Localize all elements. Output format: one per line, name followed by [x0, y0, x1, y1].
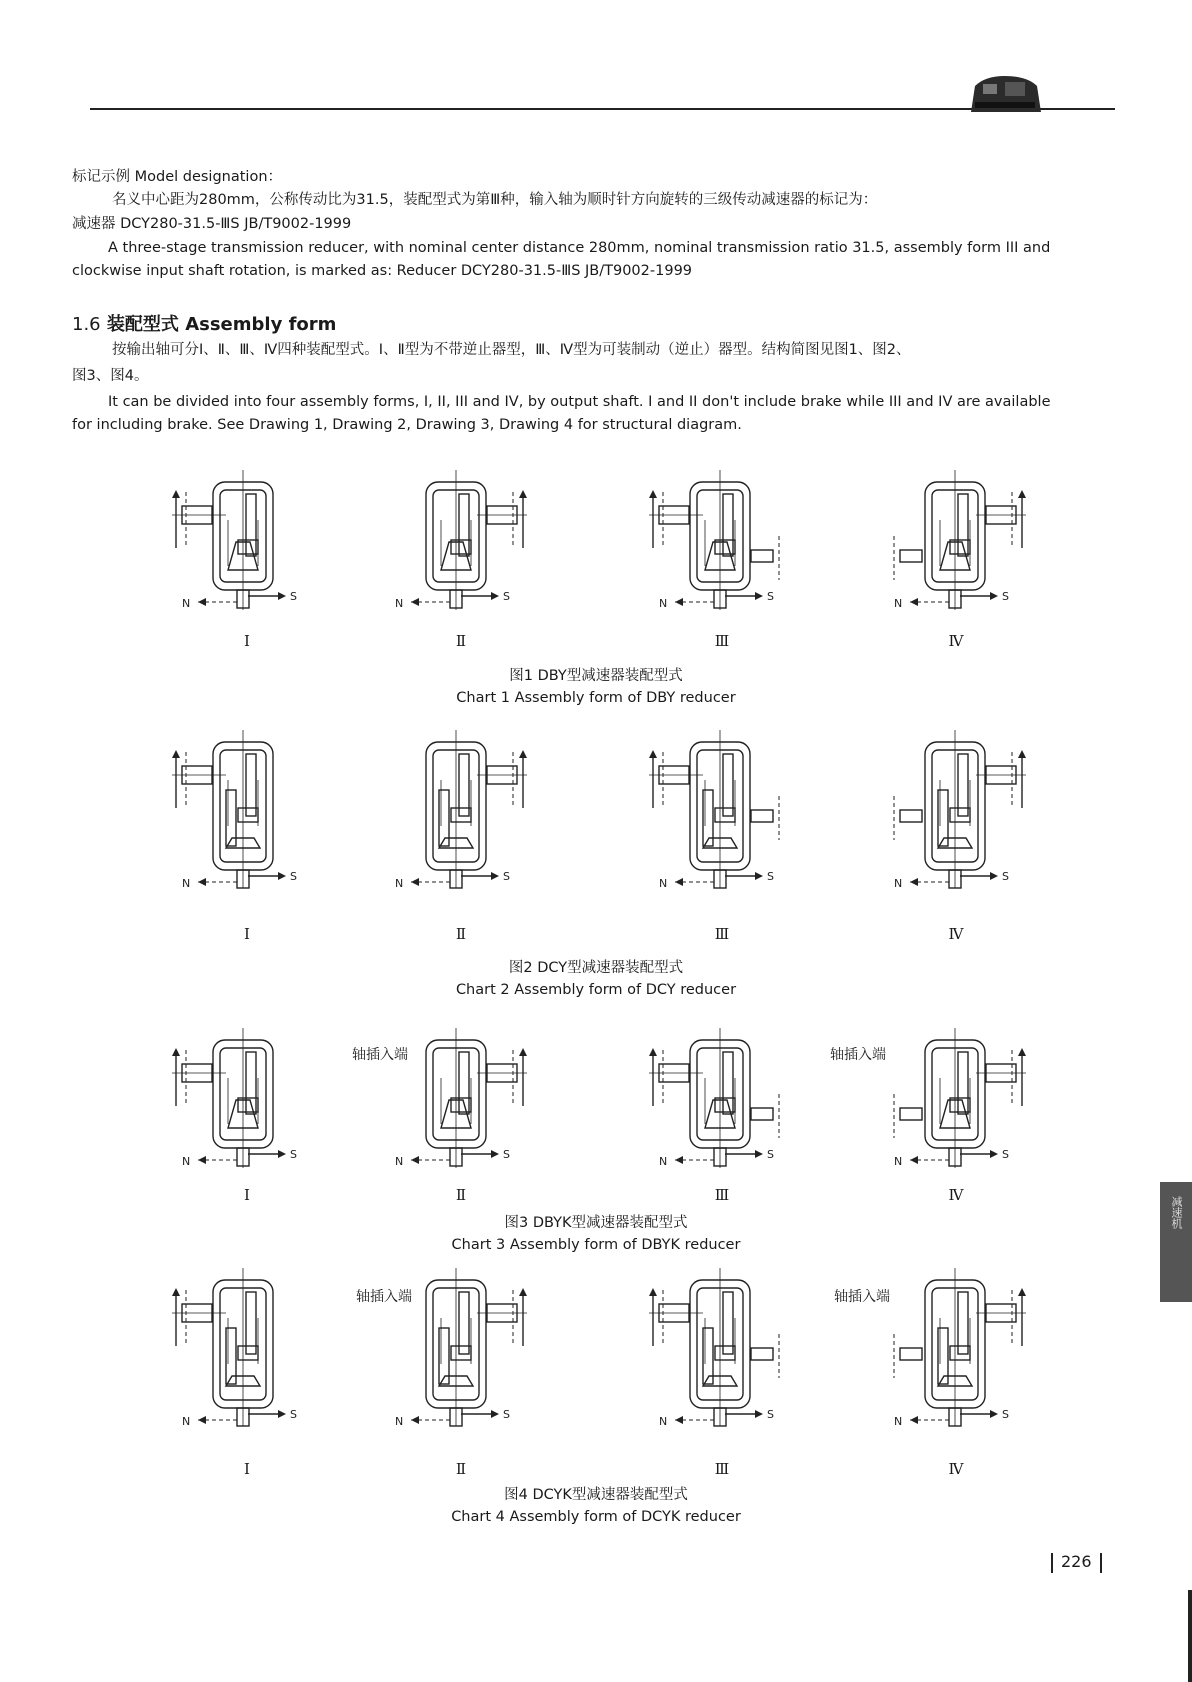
- north-label: N: [395, 877, 404, 890]
- north-label: N: [182, 1155, 191, 1168]
- south-label: S: [503, 1408, 510, 1421]
- chart-3-caption-cn: 图3 DBYK型减速器装配型式: [504, 1215, 688, 1231]
- assembly-diagram-chart3-form-1: [168, 1028, 318, 1198]
- north-label: N: [659, 597, 668, 610]
- form-label-2: Ⅱ: [455, 925, 467, 943]
- designation-cn-mark: 减速器 DCY280-31.5-ⅢS JB/T9002-1999: [72, 216, 352, 232]
- side-tab-label: 减速机: [1170, 1196, 1183, 1229]
- designation-heading: 标记示例 Model designation：: [72, 169, 283, 185]
- form-label-3: Ⅲ: [714, 1460, 730, 1478]
- south-label: S: [1002, 870, 1009, 883]
- north-label: N: [182, 597, 191, 610]
- designation-en-line-1: A three-stage transmission reducer, with nominal center distance 280mm, nominal transmission ratio 31.5, assembly form III and: [108, 240, 1051, 256]
- designation-en-line-2: clockwise input shaft rotation, is marked as: Reducer DCY280-31.5-ⅢS JB/T9002-1999: [72, 263, 693, 279]
- north-label: N: [894, 597, 903, 610]
- form-label-4: Ⅳ: [948, 632, 964, 650]
- south-label: S: [290, 1408, 297, 1421]
- section-para-cn-2: 图3、图4。: [72, 368, 149, 384]
- south-label: S: [290, 870, 297, 883]
- shaft-insert-end-label: 轴插入端: [356, 1289, 412, 1305]
- section-number: 1.6: [72, 314, 101, 335]
- form-label-2: Ⅱ: [455, 1186, 467, 1204]
- form-label-4: Ⅳ: [948, 925, 964, 943]
- assembly-diagram-chart4-form-4: [880, 1268, 1030, 1438]
- north-label: N: [395, 1155, 404, 1168]
- south-label: S: [1002, 1408, 1009, 1421]
- assembly-diagram-chart4-form-1: [168, 1268, 318, 1438]
- form-label-3: Ⅲ: [714, 925, 730, 943]
- assembly-diagram-chart3-form-4: [880, 1028, 1030, 1198]
- south-label: S: [767, 870, 774, 883]
- page-number: [1043, 1552, 1110, 1573]
- north-label: N: [182, 1415, 191, 1428]
- south-label: S: [503, 870, 510, 883]
- north-label: N: [659, 1155, 668, 1168]
- assembly-diagram-chart1-form-2: [381, 470, 531, 640]
- form-label-3: Ⅲ: [714, 632, 730, 650]
- chart-1-caption-en: Chart 1 Assembly form of DBY reducer: [456, 690, 736, 706]
- designation-cn-line: 名义中心距为280mm，公称传动比为31.5，装配型式为第Ⅲ种，输入轴为顺时针方向旋转的三级传动减速器的标记为：: [112, 192, 878, 208]
- south-label: S: [503, 1148, 510, 1161]
- header-rule: [90, 108, 1115, 110]
- section-para-cn-1: 按输出轴可分Ⅰ、Ⅱ、Ⅲ、Ⅳ四种装配型式。Ⅰ、Ⅱ型为不带逆止器型，Ⅲ、Ⅳ型为可装制动（逆止）器型。结构简图见图1、图2、: [112, 342, 911, 358]
- shaft-insert-end-label: 轴插入端: [352, 1047, 408, 1063]
- form-label-3: Ⅲ: [714, 1186, 730, 1204]
- north-label: N: [659, 877, 668, 890]
- form-label-1: Ⅰ: [244, 925, 250, 943]
- section-title-cn: 装配型式: [106, 314, 179, 335]
- south-label: S: [767, 1408, 774, 1421]
- side-tab: [1160, 1182, 1192, 1302]
- form-label-1: Ⅰ: [244, 1460, 250, 1478]
- section-title-en: Assembly form: [185, 314, 337, 335]
- form-label-4: Ⅳ: [948, 1186, 964, 1204]
- chart-3-caption: [0, 1212, 1192, 1256]
- assembly-diagram-chart2-form-1: [168, 730, 318, 900]
- south-label: S: [1002, 590, 1009, 603]
- page-edge: [1188, 1590, 1192, 1682]
- form-label-1: Ⅰ: [244, 1186, 250, 1204]
- section-para-en-2: for including brake. See Drawing 1, Drawing 2, Drawing 3, Drawing 4 for structural diagram.: [72, 417, 742, 433]
- form-label-1: Ⅰ: [244, 632, 250, 650]
- north-label: N: [659, 1415, 668, 1428]
- assembly-diagram-chart4-form-3: [645, 1268, 795, 1438]
- assembly-diagram-chart2-form-3: [645, 730, 795, 900]
- form-label-2: Ⅱ: [455, 632, 467, 650]
- south-label: S: [503, 590, 510, 603]
- section-para-en-1: It can be divided into four assembly forms, I, II, III and IV, by output shaft. I and II don't include brake while III and IV are available: [108, 394, 1051, 410]
- chart-1-caption-cn: 图1 DBY型减速器装配型式: [509, 668, 683, 684]
- gearbox-logo-icon: [965, 72, 1043, 116]
- north-label: N: [395, 597, 404, 610]
- shaft-insert-end-label: 轴插入端: [830, 1047, 886, 1063]
- chart-1-caption: [0, 665, 1192, 709]
- south-label: S: [767, 1148, 774, 1161]
- form-label-2: Ⅱ: [455, 1460, 467, 1478]
- assembly-diagram-chart3-form-3: [645, 1028, 795, 1198]
- chart-2-caption-en: Chart 2 Assembly form of DCY reducer: [455, 982, 737, 998]
- north-label: N: [395, 1415, 404, 1428]
- chart-4-caption-en: Chart 4 Assembly form of DCYK reducer: [451, 1509, 741, 1525]
- south-label: S: [290, 590, 297, 603]
- north-label: N: [894, 1415, 903, 1428]
- chart-2-caption: [0, 957, 1192, 1001]
- north-label: N: [894, 1155, 903, 1168]
- shaft-insert-end-label: 轴插入端: [834, 1289, 890, 1305]
- north-label: N: [894, 877, 903, 890]
- chart-4-caption-cn: 图4 DCYK型减速器装配型式: [504, 1487, 688, 1503]
- assembly-diagram-chart2-form-4: [880, 730, 1030, 900]
- form-label-4: Ⅳ: [948, 1460, 964, 1478]
- chart-3-caption-en: Chart 3 Assembly form of DBYK reducer: [451, 1237, 741, 1253]
- south-label: S: [767, 590, 774, 603]
- assembly-diagram-chart1-form-4: [880, 470, 1030, 640]
- chart-2-caption-cn: 图2 DCY型减速器装配型式: [508, 960, 684, 976]
- north-label: N: [182, 877, 191, 890]
- assembly-diagram-chart2-form-2: [381, 730, 531, 900]
- page-number-value: 226: [1061, 1552, 1092, 1571]
- assembly-diagram-chart1-form-1: [168, 470, 318, 640]
- south-label: S: [290, 1148, 297, 1161]
- section-title: [72, 310, 336, 336]
- assembly-diagram-chart1-form-3: [645, 470, 795, 640]
- chart-4-caption: [0, 1484, 1192, 1528]
- south-label: S: [1002, 1148, 1009, 1161]
